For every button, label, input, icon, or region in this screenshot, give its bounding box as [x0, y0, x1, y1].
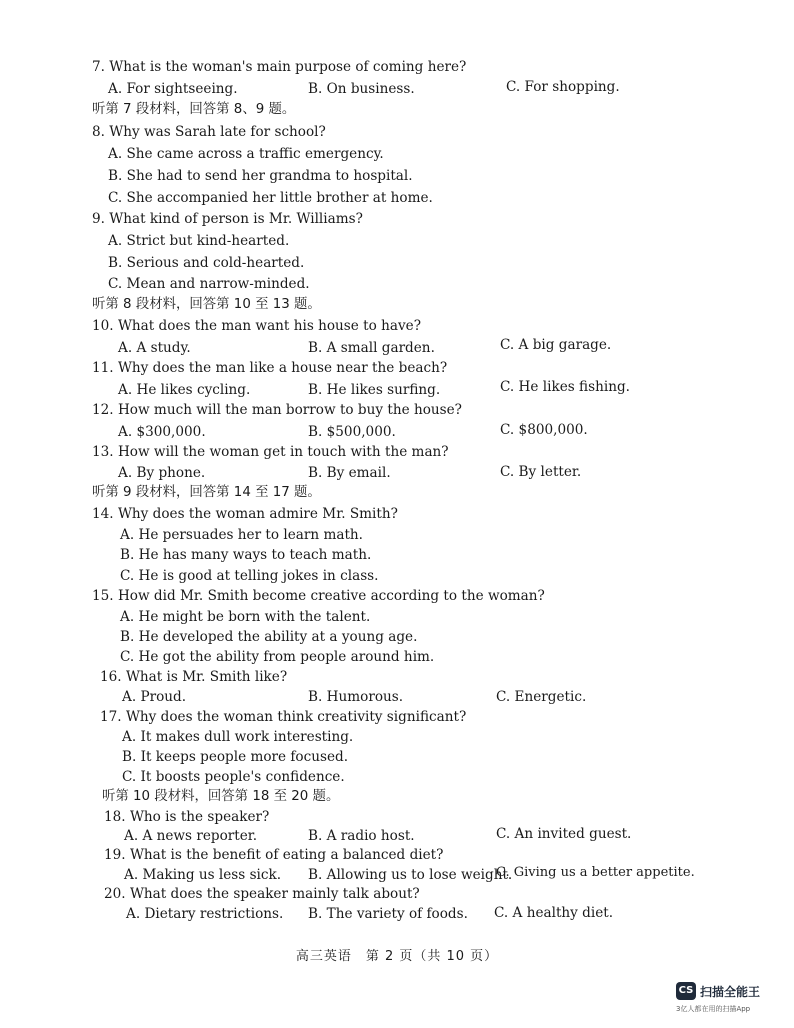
question-14-option-a: A. He persuades her to learn math. — [120, 527, 363, 543]
watermark-tagline: 3亿人都在用的扫描App — [676, 1005, 751, 1013]
question-12-stem: 12. How much will the man borrow to buy the house? — [92, 402, 462, 418]
section-heading-9: 听第 9 段材料，回答第 14 至 17 题。 — [92, 485, 321, 500]
question-10-option-a: A. A study. — [118, 340, 191, 356]
question-13-stem: 13. How will the woman get in touch with the man? — [92, 444, 449, 460]
question-18-stem: 18. Who is the speaker? — [104, 809, 270, 825]
question-11-option-c: C. He likes fishing. — [500, 379, 630, 395]
question-7-option-a: A. For sightseeing. — [108, 81, 238, 97]
question-18-option-b: B. A radio host. — [308, 828, 415, 844]
question-20-stem: 20. What does the speaker mainly talk about? — [104, 886, 420, 902]
question-16-option-c: C. Energetic. — [496, 689, 587, 705]
question-9-option-a: A. Strict but kind-hearted. — [108, 233, 290, 249]
section-heading-10: 听第 10 段材料，回答第 18 至 20 题。 — [102, 789, 340, 804]
question-11-option-a: A. He likes cycling. — [118, 382, 251, 398]
question-17-stem: 17. Why does the woman think creativity significant? — [100, 709, 467, 725]
question-10-option-c: C. A big garage. — [500, 337, 612, 353]
question-10-option-b: B. A small garden. — [308, 340, 435, 356]
question-14-stem: 14. Why does the woman admire Mr. Smith? — [92, 506, 398, 522]
question-20-option-a: A. Dietary restrictions. — [126, 906, 284, 922]
question-10-stem: 10. What does the man want his house to have? — [92, 318, 421, 334]
question-9-option-b: B. Serious and cold-hearted. — [108, 255, 305, 271]
question-18-option-c: C. An invited guest. — [496, 826, 632, 842]
question-14-option-c: C. He is good at telling jokes in class. — [120, 568, 379, 584]
question-16-option-b: B. Humorous. — [308, 689, 404, 705]
question-7-stem: 7. What is the woman's main purpose of coming here? — [92, 59, 467, 75]
question-17-option-b: B. It keeps people more focused. — [122, 749, 349, 765]
question-19-option-a: A. Making us less sick. — [124, 867, 282, 883]
question-8-stem: 8. Why was Sarah late for school? — [92, 124, 326, 140]
question-16-stem: 16. What is Mr. Smith like? — [100, 669, 288, 685]
question-18-option-a: A. A news reporter. — [124, 828, 258, 844]
question-9-option-c: C. Mean and narrow-minded. — [108, 276, 310, 292]
question-9-stem: 9. What kind of person is Mr. Williams? — [92, 211, 363, 227]
question-20-option-c: C. A healthy diet. — [494, 905, 614, 921]
question-17-option-a: A. It makes dull work interesting. — [122, 729, 354, 745]
question-13-option-c: C. By letter. — [500, 464, 582, 480]
question-12-option-a: A. $300,000. — [118, 424, 206, 440]
question-12-option-c: C. $800,000. — [500, 422, 588, 438]
question-12-option-b: B. $500,000. — [308, 424, 396, 440]
section-heading-8: 听第 8 段材料，回答第 10 至 13 题。 — [92, 297, 321, 312]
question-13-option-a: A. By phone. — [118, 465, 206, 481]
question-13-option-b: B. By email. — [308, 465, 391, 481]
question-8-option-b: B. She had to send her grandma to hospital. — [108, 168, 413, 184]
question-19-option-c: C. Giving us a better appetite. — [496, 865, 695, 880]
question-14-option-b: B. He has many ways to teach math. — [120, 547, 372, 563]
question-17-option-c: C. It boosts people's confidence. — [122, 769, 345, 785]
question-16-option-a: A. Proud. — [122, 689, 187, 705]
question-15-option-a: A. He might be born with the talent. — [120, 609, 371, 625]
camscanner-logo-icon: CS — [676, 982, 696, 1000]
question-15-option-c: C. He got the ability from people around him. — [120, 649, 435, 665]
question-15-option-b: B. He developed the ability at a young age. — [120, 629, 418, 645]
page-footer: 高三英语 第 2 页（共 10 页） — [295, 949, 499, 964]
question-8-option-c: C. She accompanied her little brother at home. — [108, 190, 433, 206]
question-11-stem: 11. Why does the man like a house near the beach? — [92, 360, 448, 376]
question-15-stem: 15. How did Mr. Smith become creative according to the woman? — [92, 588, 545, 604]
question-20-option-b: B. The variety of foods. — [308, 906, 468, 922]
question-8-option-a: A. She came across a traffic emergency. — [108, 146, 384, 162]
watermark-name: 扫描全能王 — [700, 985, 761, 999]
section-heading-7: 听第 7 段材料，回答第 8、9 题。 — [92, 102, 296, 117]
question-19-stem: 19. What is the benefit of eating a balanced diet? — [104, 847, 444, 863]
question-11-option-b: B. He likes surfing. — [308, 382, 441, 398]
question-7-option-b: B. On business. — [308, 81, 415, 97]
question-19-option-b: B. Allowing us to lose weight. — [308, 867, 513, 883]
question-7-option-c: C. For shopping. — [506, 79, 620, 95]
